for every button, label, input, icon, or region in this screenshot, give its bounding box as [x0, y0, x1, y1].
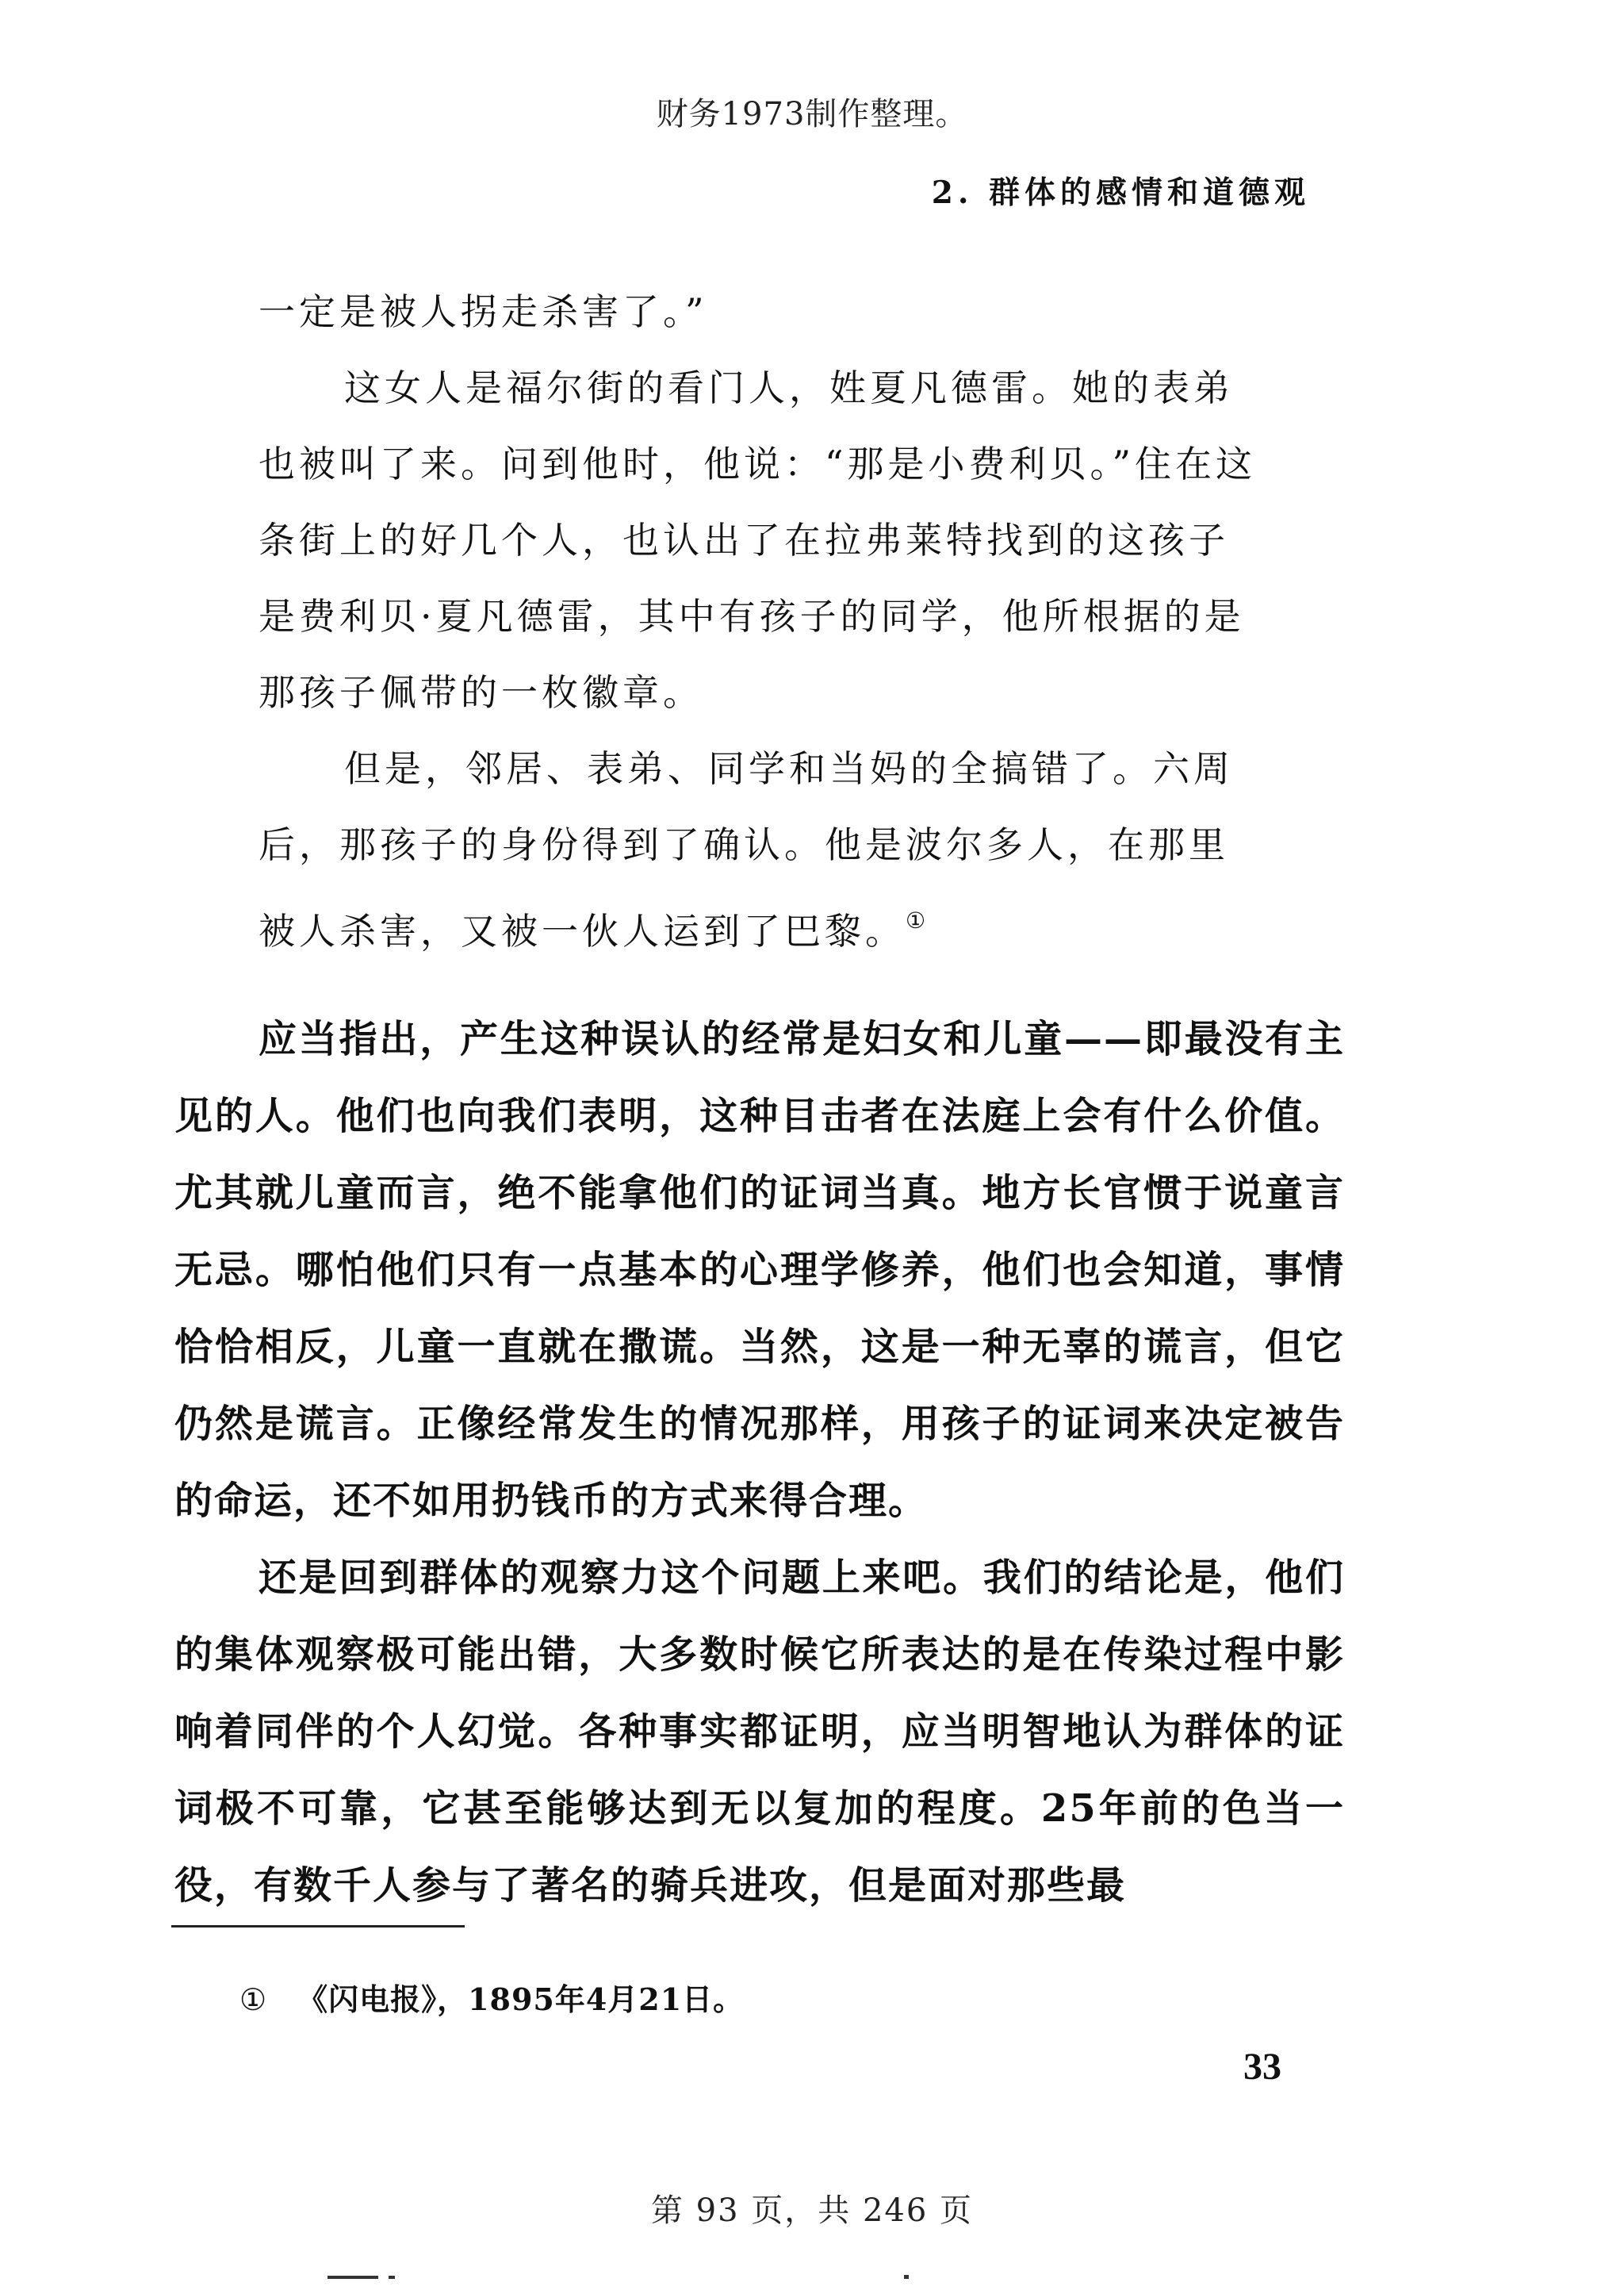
footnote-mark: ① — [239, 1982, 268, 2017]
block-quote — [259, 274, 1266, 969]
quote-paragraph: 这女人是福尔街的看门人，姓夏凡德雷。她的表弟也被叫了来。问到他时，他说：“那是小费利贝。”住在这条街上的好几个人，也认出了在拉弗莱特找到的这孩子是费利贝·夏凡德雷，其中有孩子的同学，他所根据的是那孩子佩带的一枚徽章。 — [259, 366, 1257, 714]
quote-paragraph-text: 但是，邻居、表弟、同学和当妈的全搞错了。六周后，那孩子的身份得到了确认。他是波尔多人，在那里被人杀害，又被一伙人运到了巴黎。 — [259, 747, 1234, 953]
footnote-text: 《闪电报》，1895年4月21日。 — [297, 1981, 745, 2017]
footnote-reference[interactable]: ① — [906, 907, 926, 934]
scan-artifact — [327, 2276, 378, 2279]
body-paragraph: 还是回到群体的观察力这个问题上来吧。我们的结论是，他们的集体观察极可能出错，大多数时候它所表达的是在传染过程中影响着同伴的个人幻觉。各种事实都证明，应当明智地认为群体的证词极不可靠，它甚至能够达到无以复加的程度。25年前的色当一役，有数千人参与了著名的骑兵进攻，但是面对那些最 — [174, 1555, 1345, 1908]
page-info: 第 93 页，共 246 页 — [650, 2192, 974, 2229]
watermark-text: 财务1973制作整理。 — [656, 96, 968, 132]
footnote — [239, 1975, 744, 2019]
scan-artifact — [904, 2275, 909, 2279]
scan-artifact — [389, 2276, 395, 2279]
page-number: 33 — [1243, 2046, 1281, 2088]
running-head: 2. 群体的感情和道德观 — [931, 175, 1310, 211]
footnote-divider — [171, 1925, 465, 1928]
quote-line: 一定是被人拐走杀害了。” — [259, 290, 708, 333]
body-paragraph: 应当指出，产生这种误认的经常是妇女和儿童——即最没有主见的人。他们也向我们表明，这种目击者在法庭上会有什么价值。尤其就儿童而言，绝不能拿他们的证词当真。地方长官惯于说童言无忌。哪怕他们只有一点基本的心理学修养，他们也会知道，事情恰恰相反，儿童一直就在撒谎。当然，这是一种无辜的谎言，但它仍然是谎言。正像经常发生的情况那样，用孩子的证词来决定被告的命运，还不如用扔钱币的方式来得合理。 — [174, 1017, 1345, 1523]
main-text — [174, 1001, 1345, 1924]
quote-paragraph-last — [259, 731, 1266, 969]
